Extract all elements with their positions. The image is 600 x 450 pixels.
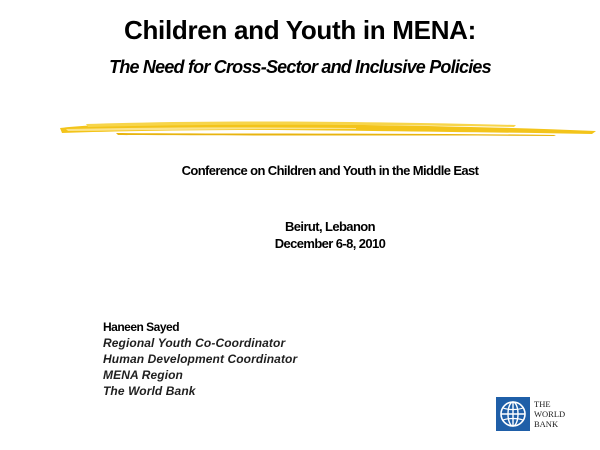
- event-dates: December 6-8, 2010: [274, 236, 386, 251]
- logo-line: THE: [534, 399, 551, 409]
- author-name: Haneen Sayed: [103, 320, 180, 334]
- author-role: The World Bank: [103, 384, 196, 398]
- author-role: Regional Youth Co-Coordinator: [103, 336, 286, 350]
- author-block: [103, 319, 297, 399]
- slide-title: Children and Youth in MENA:: [123, 15, 477, 45]
- author-role: Human Development Coordinator: [103, 352, 298, 366]
- globe-icon: [496, 397, 530, 431]
- slide-subtitle: The Need for Cross-Sector and Inclusive Policies: [109, 57, 491, 77]
- world-bank-logo: [496, 396, 584, 432]
- author-role: MENA Region: [103, 368, 183, 382]
- conference-name: Conference on Children and Youth in the Middle East: [181, 163, 479, 178]
- event-city: Beirut, Lebanon: [285, 219, 375, 234]
- logo-wordmark: [534, 399, 565, 429]
- logo-line: WORLD: [534, 409, 566, 419]
- logo-line: BANK: [534, 419, 559, 429]
- event-location: [0, 218, 600, 252]
- yellow-brush-stroke-divider: [56, 114, 600, 140]
